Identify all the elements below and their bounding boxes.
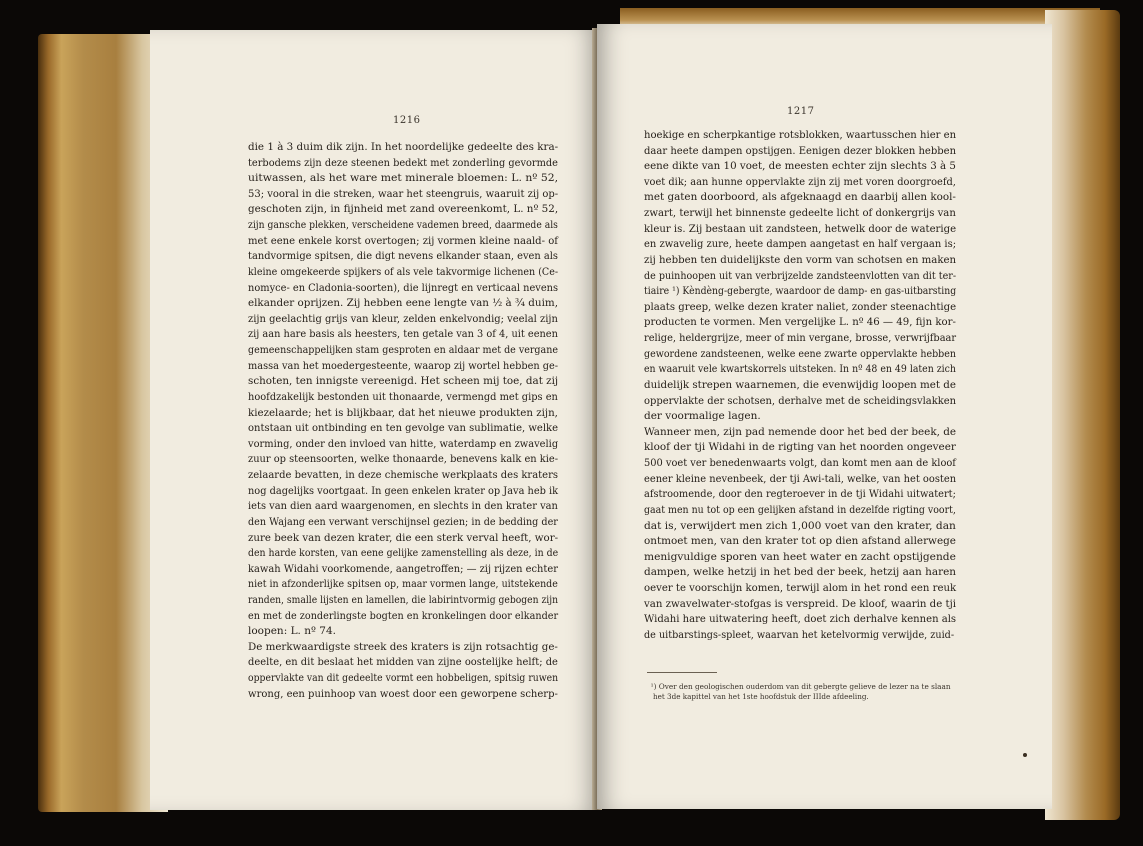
text-line: duidelijk strepen waarnemen, die evenwijdig loopen met de [644, 378, 956, 391]
text-line: daar heete dampen opstijgen. Eenigen dezer blokken hebben [644, 144, 957, 157]
text-line: den Wajang een verwant verschijnsel gezien; in de bedding der [248, 515, 558, 528]
text-line: oever te voorschijn komen, terwijl alom in het rond een reuk [644, 581, 957, 594]
text-line: en waaruit vele kwartskorrels uitsteken. In nº 48 en 49 laten zich [644, 363, 956, 376]
text-line: kawah Widahi voorkomende, aangetroffen; — zij rijzen echter [248, 562, 558, 575]
footnote-rule [647, 672, 717, 673]
text-line: schoten, ten innigste vereenigd. Het scheen mij toe, dat zij [248, 375, 559, 388]
text-line: van zwavelwater-stofgas is verspreid. De kloof, waarin de tji [644, 597, 956, 610]
text-line: zwart, terwijl het binnenste gedeelte licht of donkergrijs van [644, 207, 956, 220]
text-line: ontstaan uit ontbinding en ten gevolge van sublimatie, welke [248, 422, 558, 435]
footnote-line: ¹) Over den geologischen ouderdom van dit gebergte gelieve de lezer na te slaan [650, 682, 951, 691]
text-line: 53; vooral in die streken, waar het steengruis, waaruit zij op- [248, 187, 559, 200]
text-line: kleine omgekeerde spijkers of als vele takvormige lichenen (Ce- [248, 265, 559, 278]
text-line: gaat men nu tot op een gelijken afstand in dezelfde rigting voort, [644, 503, 956, 516]
text-line: met gaten doorboord, als afgeknaagd en daarbij allen kool- [644, 191, 956, 204]
text-line: ontmoet men, van den krater tot op dien afstand allerwege [644, 535, 956, 548]
text-line: den harde korsten, van eene gelijke zamenstelling als deze, in de [248, 547, 559, 560]
text-line: terbodems zijn deze steenen bedekt met zonderling gevormde [248, 156, 558, 169]
text-line: de uitbarstings-spleet, waarvan het ketelvormig verwijde, zuid- [644, 628, 955, 641]
text-line: gemeenschappelijken stam gesproten en aldaar met de vergane [248, 344, 559, 357]
text-line: niet in afzonderlijke spitsen op, maar vormen lange, uitstekende [248, 578, 558, 591]
text-line: wrong, een puinhoop van woest door een geworpene scherp- [248, 687, 558, 700]
text-line: gewordene zandsteenen, welke eene zwarte oppervlakte hebben [644, 347, 956, 360]
text-line: Widahi hare uitwatering heeft, doet zich derhalve kennen als [644, 613, 957, 626]
text-line: 500 voet ver benedenwaarts volgt, dan komt men aan de kloof [644, 457, 956, 470]
text-line: massa van het moedergesteente, waarop zij wortel hebben ge- [248, 359, 559, 372]
text-line: deelte, en dit beslaat het midden van zijne oostelijke helft; de [248, 656, 558, 669]
text-line: die 1 à 3 duim dik zijn. In het noordelijke gedeelte des kra- [248, 141, 559, 153]
text-line: kloof der tji Widahi in de rigting van het noorden ongeveer [644, 441, 956, 454]
text-line: nomyce- en Cladonia-soorten), die lijnregt en verticaal nevens [248, 281, 559, 294]
footnote-line: het 3de kapittel van het 1ste hoofdstuk der IIIde afdeeling. [653, 692, 869, 701]
text-line: eene dikte van 10 voet, de meesten echter zijn slechts 3 à 5 [644, 160, 956, 173]
text-line: zelaarde bevatten, in deze chemische werkplaats des kraters [248, 469, 559, 482]
text-line: Wanneer men, zijn pad nemende door het bed der beek, de [644, 425, 957, 438]
text-line: tandvormige spitsen, die digt nevens elkander staan, even als [248, 250, 559, 263]
text-line: nog dagelijks voortgaat. In geen enkelen krater op Java heb ik [248, 484, 559, 497]
text-line: met eene enkele korst overtogen; zij vormen kleine naald- of [248, 234, 559, 247]
text-line: loopen: L. nº 74. [248, 625, 336, 638]
right-page [597, 24, 1052, 809]
text-line: randen, smalle lijsten en lamellen, die labirintvormig gebogen zijn [248, 593, 559, 606]
text-line: zijn gansche plekken, verscheidene vademen breed, daarmede als [248, 219, 558, 232]
text-line: oppervlakte der schotsen, derhalve met de scheidingsvlakken [644, 394, 957, 407]
text-line: uitwassen, als het ware met minerale bloemen: L. nº 52, [248, 172, 559, 185]
text-line: zij aan hare basis als heesters, ten getale van 3 of 4, uit eenen [248, 328, 558, 341]
left-page [150, 30, 597, 810]
text-line: dat is, verwijdert men zich 1,000 voet van den krater, dan [644, 519, 956, 532]
text-line: en met de zonderlingste bogten en kronkelingen door elkander [248, 609, 559, 622]
text-line: afstroomende, door den regteroever in de tji Widahi uitwatert; [644, 488, 956, 501]
book-right-page-edges [1045, 10, 1120, 820]
text-line: De merkwaardigste streek des kraters is zijn rotsachtig ge- [248, 640, 558, 653]
text-line: hoofdzakelijk bestonden uit thonaarde, vermengd met gips en [248, 390, 558, 403]
text-line: voet dik; aan hunne oppervlakte zijn zij met voren doorgroefd, [644, 175, 956, 188]
text-line: zure beek van dezen krater, die een sterk verval heeft, wor- [248, 531, 559, 544]
text-line: zij hebben ten duidelijkste den vorm van schotsen en maken [644, 253, 957, 266]
text-line: vorming, onder den invloed van hitte, waterdamp en zwavelig [248, 437, 559, 450]
text-line: menigvuldige sporen van heet water en zacht opstijgende [644, 550, 956, 563]
left-page-number: 1216 [393, 115, 421, 126]
text-line: eener kleine nevenbeek, der tji Awi-tali, welke, van het oosten [644, 472, 957, 485]
text-line: kleur is. Zij bestaan uit zandsteen, hetwelk door de waterige [644, 222, 957, 235]
text-line: iets van dien aard waargenomen, en slechts in den krater van [248, 500, 558, 513]
text-line: plaats greep, welke dezen krater naliet, zonder steenachtige [644, 300, 957, 313]
text-line: elkander oprijzen. Zij hebben eene lengte van ½ à ¾ duim, [248, 297, 558, 310]
text-line: kiezelaarde; het is blijkbaar, dat het nieuwe produkten zijn, [248, 406, 558, 419]
text-line: relige, heldergrijze, meer of min vergane, brosse, verwrijfbaar [644, 332, 957, 345]
text-line: zuur op steensoorten, welke thonaarde, benevens kalk en kie- [248, 453, 559, 466]
text-line: der voormalige lagen. [644, 410, 761, 423]
text-line: zijn geelachtig grijs van kleur, zelden enkelvondig; veelal zijn [248, 312, 558, 325]
text-line: oppervlakte van dit gedeelte vormt een hobbeligen, spitsig ruwen [248, 672, 559, 685]
text-line: producten te vormen. Men vergelijke L. nº 46 — 49, fijn kor- [644, 316, 956, 329]
text-line: en zwavelig zure, heete dampen aangetast en half vergaan is; [644, 238, 957, 251]
book-left-page-edges [38, 34, 168, 812]
text-line: geschoten zijn, in fijnheid met zand overeenkomt, L. nº 52, [248, 203, 559, 216]
page-mark [1023, 753, 1027, 757]
right-page-number: 1217 [787, 106, 815, 117]
text-line: hoekige en scherpkantige rotsblokken, waartusschen hier en [644, 129, 957, 141]
text-line: de puinhoopen uit van verbrijzelde zandsteenvlotten van dit ter- [644, 269, 957, 282]
text-line: dampen, welke hetzij in het bed der beek, hetzij aan haren [644, 566, 956, 579]
text-line: tiaire ¹) Kèndèng-gebergte, waardoor de damp- en gas-uitbarsting [644, 285, 957, 298]
